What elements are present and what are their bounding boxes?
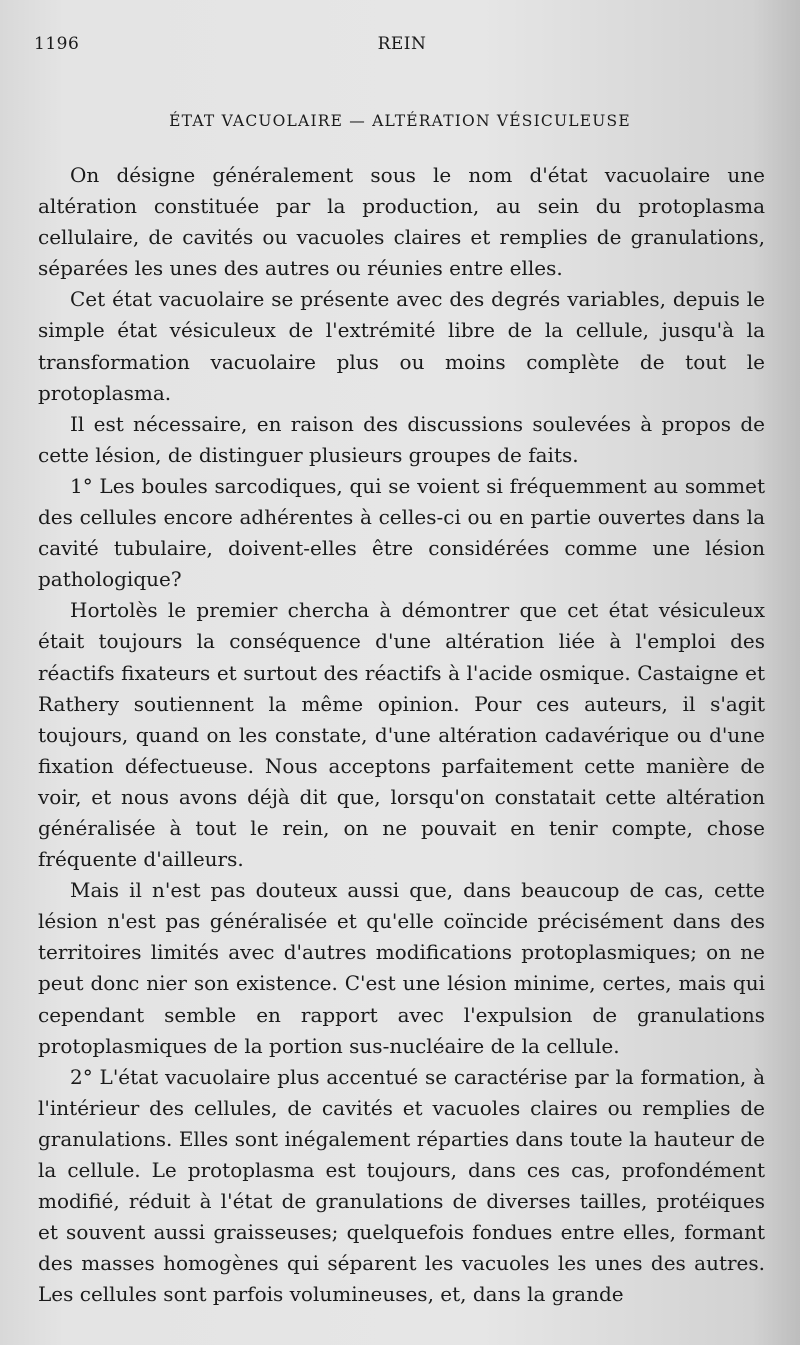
paragraph: 1° Les boules sarcodiques, qui se voient si fréquemment au sommet des cellules encore adhérentes à celles-ci ou en partie ouvertes dans la cavité tubulaire, doivent-elles être considérées comme une lésion pathologique? (38, 473, 765, 592)
paragraph: Hortolès le premier chercha à démontrer que cet état vésiculeux était toujours la conséquence d'une altération liée à l'emploi des réactifs fixateurs et surtout des réactifs à l'acide osmique. Castaigne et Rathery soutiennent la même opinion. Pour ces auteurs, il s'agit toujours, quand on les constate, d'une altération cadavérique ou d'une fixation défectueuse. Nous acceptons parfaitement cette manière de voir, et nous avons déjà dit que, lorsqu'on constatait cette altération généralisée à tout le rein, on ne pouvait en tenir compte, chose fréquente d'ailleurs. (38, 598, 765, 872)
page-number: 1196 (34, 34, 80, 54)
paragraph: On désigne généralement sous le nom d'état vacuolaire une altération constituée par la production, au sein du protoplasma cellulaire, de cavités ou vacuoles claires et remplies de granulations, séparées les unes des autres ou réunies entre elles. (38, 163, 765, 281)
section-title: ÉTAT VACUOLAIRE — ALTÉRATION VÉSICULEUSE (169, 112, 631, 130)
paragraph: 2° L'état vacuolaire plus accentué se caractérise par la formation, à l'intérieur des cellules, de cavités et vacuoles claires ou remplies de granulations. Elles sont inégalement réparties dans toute la hauteur de la cellule. Le protoplasma est toujours, dans ces cas, profondément modifié, réduit à l'état de granulations de diverses tailles, protéiques et souvent aussi graisseuses; quelquefois fondues entre elles, formant des masses homogènes qui séparent les vacuoles les unes des autres. Les cellules sont parfois volumineuses, et, dans la grande (38, 1064, 765, 1307)
running-title: REIN (377, 34, 427, 54)
paragraph: Cet état vacuolaire se présente avec des degrés variables, depuis le simple état vésiculeux de l'extrémité libre de la cellule, jusqu'à la transformation vacuolaire plus ou moins complète de tout le protoplasma. (38, 287, 765, 405)
running-head (34, 34, 770, 60)
paragraph: Mais il n'est pas douteux aussi que, dans beaucoup de cas, cette lésion n'est pas généralisée et qu'elle coïncide précisément dans des territoires limités avec d'autres modifications protoplasmiques; on ne peut donc nier son existence. C'est une lésion minime, certes, mais qui cependant semble en rapport avec l'expulsion de granulations protoplasmiques de la portion sus-nucléaire de la cellule. (38, 878, 765, 1058)
paragraph: Il est nécessaire, en raison des discussions soulevées à propos de cette lésion, de distinguer plusieurs groupes de faits. (38, 411, 765, 467)
body-text (38, 160, 765, 1310)
